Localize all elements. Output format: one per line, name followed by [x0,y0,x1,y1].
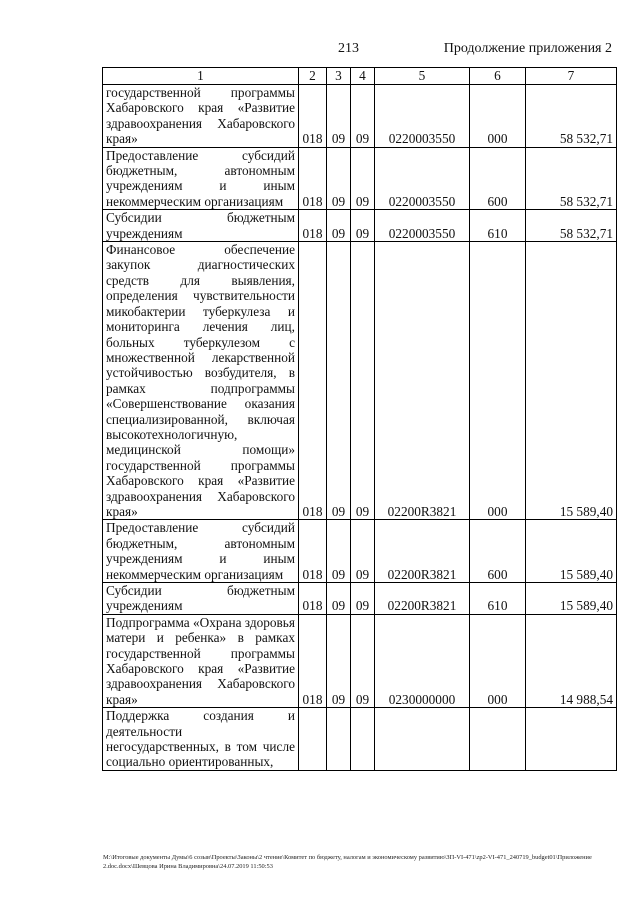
row-name: Предоставление субсидий бюджетным, автономным учреждениям и иным некоммерческим организациям [103,147,299,210]
row-name: Предоставление субсидий бюджетным, автономным учреждениям и иным некоммерческим организациям [103,520,299,583]
expense-type: 000 [470,242,526,520]
section-code: 09 [327,147,351,210]
amount: 15 589,40 [526,520,617,583]
subsection-code: 09 [351,614,375,707]
row-name: Финансовое обеспечение закупок диагностических средств для выявления, определения чувствительности микобактерии туберкулеза и мониторинга лечения лиц, больных туберкулезом с множественной лекарственной устойчивостью возбудителя, в рамках подпрограммы «Совершенствование оказания специализированной, включая высокотехнологичную, медицинской помощи» государственной программы Хабаровского края «Развитие здравоохранения Хабаровского края» [103,242,299,520]
row-name: государственной программы Хабаровского края «Развитие здравоохранения Хабаровского края» [103,85,299,148]
subsection-code: 09 [351,85,375,148]
ministry-code: 018 [299,210,327,242]
target-article: 0220003550 [375,85,470,148]
section-code: 09 [327,520,351,583]
expense-type: 610 [470,583,526,615]
continuation-label: Продолжение приложения 2 [443,41,612,56]
section-code: 09 [327,242,351,520]
amount: 58 532,71 [526,210,617,242]
column-header: 6 [470,68,526,85]
table-row [103,147,617,210]
document-path-footer: M:\Итоговые документы Думы\6 созыв\Проекты\Законы\2 чтение\Комитет по бюджету, налогам и экономическому развитию\ЗП-VI-471\zp2-VI-471_240719_budget01\Приложение 2.doc.docx\Шевцова Ирина Владимировна\24.07.2019 11:50:53 [103,854,592,870]
row-name: Поддержка создания и деятельности негосударственных, в том числе социально ориентированных, [103,708,299,771]
table-row [103,210,617,242]
target-article: 0220003550 [375,210,470,242]
section-code: 09 [327,583,351,615]
column-header: 3 [327,68,351,85]
amount: 14 988,54 [526,614,617,707]
subsection-code [351,708,375,771]
column-header: 5 [375,68,470,85]
section-code: 09 [327,85,351,148]
subsection-code: 09 [351,583,375,615]
ministry-code: 018 [299,520,327,583]
ministry-code: 018 [299,614,327,707]
subsection-code: 09 [351,210,375,242]
table-row [103,583,617,615]
column-header: 7 [526,68,617,85]
expense-type: 600 [470,520,526,583]
expense-type: 000 [470,85,526,148]
table-row [103,85,617,148]
row-name: Субсидии бюджетным учреждениям [103,210,299,242]
expense-type: 000 [470,614,526,707]
section-code: 09 [327,210,351,242]
amount: 15 589,40 [526,583,617,615]
page-number: 213 [338,41,359,56]
budget-table [102,67,617,771]
amount [526,708,617,771]
table-row [103,242,617,520]
header-row [103,68,617,85]
row-name: Подпрограмма «Охрана здоровья матери и ребенка» в рамках государственной программы Хабаровского края «Развитие здравоохранения Хабаровского края» [103,614,299,707]
expense-type: 610 [470,210,526,242]
amount: 58 532,71 [526,147,617,210]
column-header: 4 [351,68,375,85]
target-article: 02200R3821 [375,520,470,583]
target-article: 0230000000 [375,614,470,707]
row-name: Субсидии бюджетным учреждениям [103,583,299,615]
amount: 15 589,40 [526,242,617,520]
target-article: 02200R3821 [375,242,470,520]
table-row [103,708,617,771]
ministry-code: 018 [299,242,327,520]
subsection-code: 09 [351,520,375,583]
section-code [327,708,351,771]
section-code: 09 [327,614,351,707]
target-article: 0220003550 [375,147,470,210]
subsection-code: 09 [351,147,375,210]
column-header: 1 [103,68,299,85]
amount: 58 532,71 [526,85,617,148]
ministry-code: 018 [299,583,327,615]
target-article [375,708,470,771]
expense-type [470,708,526,771]
ministry-code: 018 [299,147,327,210]
column-header: 2 [299,68,327,85]
expense-type: 600 [470,147,526,210]
target-article: 02200R3821 [375,583,470,615]
ministry-code [299,708,327,771]
table-row [103,614,617,707]
subsection-code: 09 [351,242,375,520]
table-row [103,520,617,583]
ministry-code: 018 [299,85,327,148]
